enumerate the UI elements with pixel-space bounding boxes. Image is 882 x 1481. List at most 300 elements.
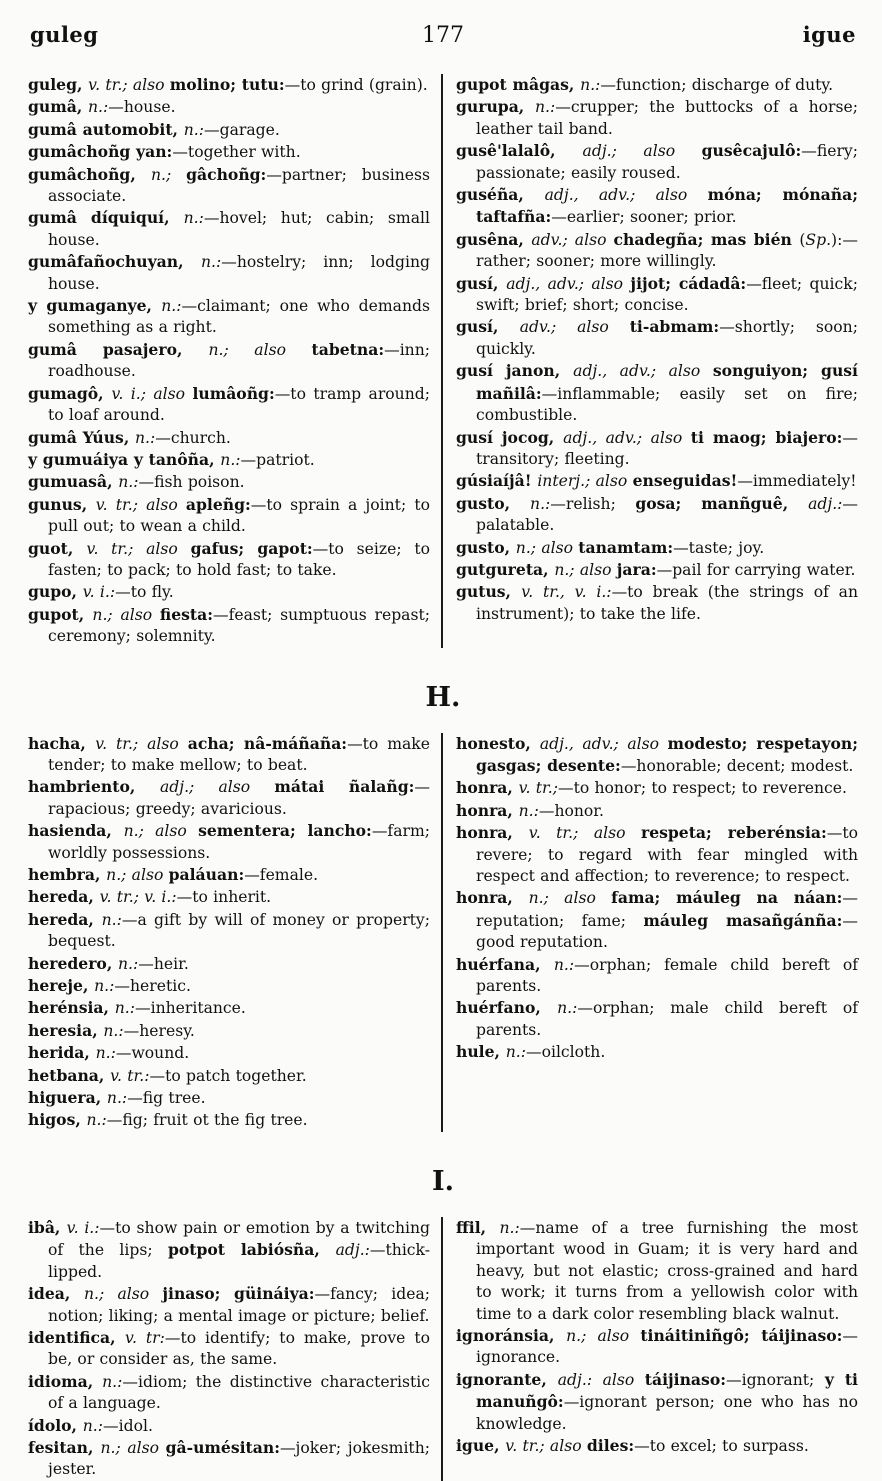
entry-headword: igue, — [456, 1435, 506, 1455]
entry-headword: gusto, — [456, 537, 516, 557]
entry-definition: —inheritance. — [134, 999, 246, 1018]
entry-headword: honra, — [456, 778, 519, 798]
entry-definition: —fancy; idea; notion; liking; a mental image or picture; belief. — [48, 1285, 431, 1325]
entry-grammar-label: adv.; also — [531, 230, 614, 249]
section-h — [28, 682, 858, 1132]
column-left — [28, 74, 441, 648]
dictionary-entry — [28, 820, 430, 864]
entry-headword: apleñg: — [185, 494, 251, 514]
dictionary-entry — [456, 954, 858, 998]
dictionary-entry — [456, 184, 858, 229]
entry-headword: idea, — [28, 1284, 84, 1304]
entry-definition: —shortly; soon; quickly. — [476, 318, 858, 358]
dictionary-entry — [456, 1325, 858, 1369]
entry-definition: —to grind (grain). — [284, 76, 428, 94]
entry-definition: —partner; business associate. — [48, 165, 430, 206]
entry-headword: ti-abmam: — [629, 317, 720, 337]
entry-headword: gumâ, — [28, 97, 89, 117]
entry-definition: —transitory; fleeting. — [476, 428, 858, 468]
entry-headword: diles: — [586, 1435, 635, 1455]
entry-grammar-label: n.: — [114, 999, 135, 1018]
entry-headword: guot, — [28, 538, 87, 558]
entry-definition: —inn; roadhouse. — [48, 340, 431, 381]
entry-headword: gutus, — [456, 582, 522, 602]
dictionary-entry — [456, 229, 858, 273]
entry-headword: molino; tutu: — [169, 75, 285, 94]
entry-definition: —to excel; to surpass. — [634, 1436, 809, 1455]
entry-headword: herida, — [28, 1043, 96, 1063]
entry-grammar-label: n.: — [518, 801, 539, 820]
entry-definition: —fig tree. — [127, 1089, 206, 1108]
entry-headword: hereda, — [28, 909, 102, 929]
entry-grammar-label: adj.: — [808, 494, 843, 513]
page-header — [30, 22, 856, 48]
entry-definition: —to honor; to respect; to reverence. — [557, 779, 847, 798]
entry-headword: gunus, — [28, 494, 96, 514]
entry-definition: —honor. — [538, 801, 604, 820]
entry-headword: hereda, — [28, 887, 100, 907]
entry-grammar-label: n.: — [530, 494, 551, 513]
entry-definition: —function; discharge of duty. — [600, 76, 834, 94]
section-letter: H. — [425, 681, 461, 713]
entry-grammar-label: v. tr.; — [518, 779, 558, 798]
entry-headword: gupo, — [28, 582, 83, 602]
entry-definition: —rapacious; greedy; avaricious. — [48, 778, 430, 818]
dictionary-entry — [28, 251, 430, 295]
entry-grammar-label: v. tr.: — [110, 1066, 150, 1085]
entry-grammar-label: n.; also — [208, 340, 312, 359]
entry-definition: —to tramp around; to loaf around. — [48, 384, 430, 425]
entry-grammar-label: n.: — [101, 910, 122, 929]
entry-headword: chadegña; mas bién — [613, 229, 800, 249]
dictionary-entry — [456, 360, 858, 426]
dictionary-entry — [28, 1065, 430, 1087]
dictionary-entry — [28, 1437, 430, 1481]
entry-grammar-label: adj., adv.; also — [544, 186, 708, 205]
dictionary-entry — [28, 1327, 430, 1371]
entry-definition: —feast; sumptuous repast; ceremony; solemnity. — [48, 605, 430, 646]
page-number: 177 — [421, 23, 464, 48]
entry-headword: honesto, — [456, 733, 540, 753]
entry-headword: fiesta: — [159, 604, 213, 624]
entry-headword: fesitan, — [28, 1437, 101, 1457]
entry-headword: heresia, — [28, 1020, 104, 1040]
entry-grammar-label: adv.; also — [519, 318, 630, 337]
dictionary-entry — [28, 733, 430, 777]
entry-grammar-label: n.: — [161, 297, 182, 316]
dictionary-entry — [456, 1217, 858, 1325]
dictionary-entry — [28, 74, 430, 96]
dictionary-entry — [28, 427, 430, 449]
dictionary-entry — [28, 975, 430, 997]
entry-definition: —earlier; sooner; prior. — [551, 208, 737, 227]
entry-definition: —orphan; male child bereft of parents. — [476, 999, 858, 1039]
running-head-right: igue — [802, 22, 856, 47]
entry-headword: táijinaso: — [644, 1369, 726, 1389]
entry-headword: tináitiniñgô; táijinaso: — [640, 1325, 843, 1345]
entry-definition: —oilcloth. — [525, 1043, 606, 1062]
dictionary-entry — [28, 997, 430, 1019]
entry-definition: —church. — [155, 428, 231, 447]
entry-headword: máuleg masañgánña: — [643, 910, 843, 930]
entry-definition: —claimant; one who demands something as a right. — [48, 297, 430, 337]
dictionary-entry — [28, 776, 430, 820]
entry-grammar-label: n.: — [86, 1111, 107, 1130]
dictionary-entry — [456, 493, 858, 537]
entry-grammar-label: n.: — [553, 955, 575, 974]
entry-headword: gumuasâ, — [28, 472, 119, 492]
entry-headword: guleg, — [28, 75, 89, 94]
entry-headword: ignorante, — [456, 1369, 558, 1389]
dictionary-entry — [456, 800, 858, 822]
entry-definition: —relish; — [550, 494, 636, 513]
entry-grammar-label: n.; also — [92, 605, 160, 624]
entry-headword: gusto, — [456, 493, 531, 513]
section-g — [28, 74, 858, 648]
entry-headword: modesto; respetayon; gasgas; desente: — [476, 733, 858, 775]
entry-headword: ídolo, — [28, 1415, 83, 1435]
entry-grammar-label: v. tr.; v. i.: — [99, 888, 177, 907]
entry-definition: —to make tender; to make mellow; to beat. — [48, 734, 430, 774]
entry-headword: gumâchoñg, — [28, 164, 152, 184]
entry-headword: gafus; gapot: — [190, 538, 313, 558]
entry-grammar-label: v. tr.; also — [528, 824, 641, 843]
entry-definition: —together with. — [172, 143, 301, 162]
entry-definition: —orphan; female child bereft of parents. — [476, 955, 858, 996]
dictionary-entry — [28, 1371, 430, 1415]
entry-grammar-label: v. tr.; also — [86, 539, 191, 558]
entry-grammar-label: v. tr.; also — [88, 76, 170, 94]
entry-grammar-label: n.: — [200, 253, 222, 272]
entry-headword: ignoránsia, — [456, 1325, 567, 1345]
entry-grammar-label: n.: — [102, 1372, 123, 1391]
entry-grammar-label: v. tr: — [125, 1328, 165, 1347]
entry-definition: —ignorant; — [725, 1370, 825, 1389]
entry-grammar-label: adj., adv.; also — [573, 362, 713, 381]
entry-grammar-label: adj., adv.; also — [539, 734, 668, 753]
entry-headword: honra, — [456, 800, 519, 820]
entry-definition: —to show pain or emotion by a twitching of the lips; — [48, 1218, 431, 1260]
dictionary-entry — [28, 1042, 430, 1064]
entry-headword: gumâ Yúus, — [28, 427, 135, 447]
entry-grammar-label: n.; also — [84, 1285, 163, 1304]
dictionary-entry — [28, 295, 430, 339]
dictionary-entry — [28, 953, 430, 975]
entry-definition: —to break (the strings of an instrument); to take the life. — [476, 583, 858, 623]
entry-definition: —taste; joy. — [673, 538, 765, 557]
entry-grammar-label: Sp. — [805, 230, 832, 249]
entry-grammar-label: n.: — [82, 1416, 103, 1435]
entry-headword: tanamtam: — [578, 537, 674, 557]
entry-headword: gusêna, — [456, 229, 532, 249]
dictionary-entry — [456, 273, 858, 317]
section-i — [28, 1166, 858, 1481]
entry-headword: mátai ñalañg: — [274, 777, 415, 797]
entry-definition: —hostelry; inn; lodging house. — [48, 253, 430, 293]
entry-definition: —crupper; the buttocks of a horse; leather tail band. — [476, 98, 858, 138]
entry-definition: —palatable. — [476, 494, 859, 535]
entry-grammar-label: adj., adv.; also — [506, 274, 631, 293]
entry-definition: —garage. — [204, 120, 280, 139]
entry-headword: identifica, — [28, 1327, 125, 1347]
entry-definition: —name of a tree furnishing the most important wood in Guam; it is very hard and heavy, but not elastic; cross-grained and hard to work; it turns from a yellowish color with time to a dark color resembling black walnut. — [476, 1218, 858, 1323]
section-h-body — [28, 733, 858, 1132]
entry-grammar-label: n.: — [183, 120, 204, 139]
dictionary-entry — [28, 449, 430, 471]
entry-headword: gusí janon, — [456, 361, 574, 381]
entry-grammar-label: n.: — [135, 428, 156, 447]
entry-definition: —farm; worldly possessions. — [48, 822, 430, 862]
entry-grammar-label: n.: — [183, 209, 204, 228]
entry-headword: jinaso; güináiya: — [162, 1284, 315, 1304]
dictionary-entry — [456, 427, 858, 471]
entry-headword: honra, — [456, 823, 529, 843]
dictionary-entry — [28, 581, 430, 603]
entry-definition: —idol. — [103, 1416, 153, 1435]
entry-grammar-label: n.; also — [554, 560, 617, 579]
entry-headword: gusí jocog, — [456, 427, 564, 447]
entry-definition: —to revere; to regard with fear mingled with respect and affection; to reverence; to respect. — [476, 824, 858, 885]
entry-definition: —ignorance. — [476, 1326, 858, 1367]
column-right — [443, 74, 858, 648]
entry-definition: —immediately! — [737, 472, 857, 491]
entry-grammar-label: n.; also — [566, 1326, 641, 1345]
entry-headword: gusí, — [456, 273, 507, 293]
entry-grammar-label: n.: — [106, 1089, 128, 1108]
entry-grammar-label: n.: — [118, 954, 139, 973]
entry-headword: gusí, — [456, 317, 520, 337]
entry-headword: sementera; lancho: — [198, 821, 372, 841]
entry-definition: —thick-lipped. — [48, 1241, 430, 1281]
entry-headword: herénsia, — [28, 998, 115, 1018]
entry-headword: lumâoñg: — [192, 383, 275, 403]
entry-grammar-label: v. tr.; also — [95, 734, 188, 753]
entry-headword: paláuan: — [168, 865, 245, 884]
column-left — [28, 733, 441, 1132]
entry-definition: —good reputation. — [476, 911, 858, 952]
entry-headword: acha; nâ-máñaña: — [187, 733, 348, 753]
dictionary-entry — [28, 604, 430, 648]
entry-grammar-label: v. i.; also — [111, 384, 193, 403]
entry-definition: —to fly. — [115, 583, 174, 602]
column-left — [28, 1217, 441, 1481]
entry-grammar-label: n.; also — [123, 822, 199, 841]
dictionary-entry — [456, 1041, 858, 1063]
entry-definition: ):—rather; sooner; more willingly. — [476, 230, 858, 271]
entry-definition: —inflammable; easily set on fire; combustible. — [476, 384, 858, 425]
entry-definition: —fish poison. — [138, 473, 245, 492]
column-right — [443, 1217, 858, 1481]
entry-headword: gusêcajulô: — [701, 141, 802, 161]
running-head-left: guleg — [30, 22, 99, 47]
dictionary-entry — [28, 909, 430, 953]
entry-grammar-label: n.: — [88, 98, 109, 117]
entry-headword: gâchoñg: — [186, 164, 267, 184]
entry-headword: hambriento, — [28, 777, 160, 797]
dictionary-entry — [456, 316, 858, 360]
dictionary-entry — [28, 1283, 430, 1327]
dictionary-entry — [28, 1109, 430, 1131]
dictionary-entry — [456, 777, 858, 799]
entry-headword: gutgureta, — [456, 559, 555, 579]
entry-headword: jijot; cádadâ: — [630, 273, 747, 293]
entry-headword: potpot labiósña, — [168, 1240, 336, 1260]
dictionary-entry — [28, 1020, 430, 1042]
entry-grammar-label: v. i.: — [66, 1218, 100, 1237]
entry-grammar-label: v. tr.; also — [95, 495, 186, 514]
entry-headword: ibâ, — [28, 1217, 67, 1237]
entry-grammar-label: n.: — [499, 1218, 520, 1237]
section-i-body — [28, 1217, 858, 1481]
entry-headword: gupot, — [28, 604, 93, 624]
entry-grammar-label: n.: — [94, 977, 115, 996]
entry-grammar-label: n.; also — [515, 538, 579, 557]
entry-headword: heredero, — [28, 953, 119, 973]
entry-headword: gosa; manñguê, — [635, 493, 809, 513]
dictionary-entry — [456, 1369, 858, 1435]
section-g-body — [28, 74, 858, 648]
dictionary-entry — [28, 339, 430, 383]
dictionary-entry — [28, 207, 430, 251]
entry-definition: —a gift by will of money or property; bequest. — [48, 910, 430, 951]
entry-headword: gurupa, — [456, 97, 535, 117]
entry-grammar-label: v. i.: — [82, 583, 116, 602]
entry-headword: hule, — [456, 1042, 506, 1062]
entry-definition: —house. — [108, 98, 176, 117]
dictionary-entry — [456, 997, 858, 1041]
entry-definition: —to sprain a joint; to pull out; to wean a child. — [48, 495, 430, 536]
entry-headword: gumâ díquiquí, — [28, 208, 184, 228]
entry-grammar-label: adj.: also — [557, 1370, 645, 1389]
entry-headword: respeta; reberénsia: — [640, 823, 827, 843]
entry-headword: gâ-umésitan: — [165, 1437, 280, 1457]
entry-headword: y gumuáiya y tanôña, — [28, 449, 221, 469]
entry-headword: higos, — [28, 1110, 87, 1130]
entry-definition: —fiery; passionate; easily roused. — [476, 142, 858, 182]
entry-grammar-label: adj.; also — [582, 142, 702, 161]
entry-grammar-label: n.; also — [106, 866, 169, 884]
dictionary-entry — [456, 140, 858, 184]
entry-definition: —ignorant person; one who has no knowledge. — [476, 1393, 858, 1433]
entry-definition: —female. — [244, 866, 319, 884]
entry-definition: —pail for carrying water. — [656, 560, 856, 579]
entry-grammar-label: n.: — [535, 98, 556, 117]
dictionary-entry — [456, 96, 858, 140]
entry-grammar-label: n.; also — [528, 889, 612, 908]
entry-headword: y gumaganye, — [28, 296, 162, 316]
entry-headword: guséña, — [456, 185, 545, 205]
entry-headword: gumâ automobit, — [28, 119, 184, 139]
entry-headword: tabetna: — [311, 339, 385, 359]
dictionary-entry — [456, 74, 858, 96]
dictionary-entry — [456, 470, 858, 492]
entry-headword: gumâchoñg yan: — [28, 142, 173, 162]
dictionary-entry — [28, 141, 430, 163]
section-letter: I. — [431, 1165, 455, 1197]
entry-definition: —hovel; hut; cabin; small house. — [48, 209, 430, 249]
dictionary-entry — [456, 1435, 858, 1457]
entry-headword: songuiyon; gusí mañilâ: — [476, 361, 858, 403]
entry-headword: hetbana, — [28, 1065, 111, 1085]
entry-headword: y ti manuñgô: — [476, 1369, 858, 1412]
entry-definition: —wound. — [115, 1044, 190, 1063]
entry-definition: —to identify; to make, prove to be, or consider as, the same. — [48, 1328, 431, 1369]
column-right — [443, 733, 858, 1132]
entry-headword: higuera, — [28, 1088, 107, 1108]
dictionary-entry — [28, 538, 430, 582]
entry-headword: honra, — [456, 888, 529, 908]
dictionary-entry — [456, 537, 858, 559]
entry-grammar-label: n.; also — [100, 1438, 166, 1457]
dictionary-entry — [28, 383, 430, 427]
entry-headword: gupot mâgas, — [456, 75, 581, 94]
dictionary-entry — [456, 887, 858, 953]
entry-headword: huérfano, — [456, 998, 558, 1018]
dictionary-entry — [28, 1415, 430, 1437]
entry-headword: hacha, — [28, 733, 96, 753]
entry-grammar-label: interj.; also — [537, 472, 633, 491]
entry-headword: hembra, — [28, 865, 107, 884]
entry-definition: —to patch together. — [149, 1066, 307, 1085]
dictionary-entry — [28, 886, 430, 908]
entry-definition: —joker; jokesmith; jester. — [48, 1438, 430, 1479]
entry-headword: gúsiaíjâ! — [456, 471, 538, 491]
entry-headword: jara: — [616, 559, 657, 579]
entry-headword: ti maog; biajero: — [690, 427, 843, 447]
entry-grammar-label: n.: — [103, 1021, 124, 1040]
dictionary-entry — [456, 581, 858, 625]
entry-grammar-label: adj., adv.; also — [563, 428, 691, 447]
entry-headword: gusê'lalalô, — [456, 141, 583, 161]
dictionary-entry — [28, 471, 430, 493]
dictionary-entry — [28, 119, 430, 141]
entry-definition: —patriot. — [240, 450, 315, 469]
entry-grammar-label: v. tr.; also — [505, 1436, 587, 1455]
dictionary-entry — [456, 733, 858, 778]
entry-definition: —reputation; fame; — [476, 889, 858, 930]
entry-grammar-label: v. tr., v. i.: — [521, 583, 612, 602]
entry-definition: —to seize; to fasten; to pack; to hold fast; to take. — [48, 539, 430, 579]
entry-headword: idioma, — [28, 1371, 103, 1391]
dictionary-entry — [456, 822, 858, 887]
entry-headword: hasienda, — [28, 821, 124, 841]
entry-definition: —heretic. — [114, 977, 191, 996]
entry-grammar-label: adj.; also — [159, 778, 275, 797]
entry-grammar-label: n.: — [95, 1044, 116, 1063]
entry-definition: —fleet; quick; swift; brief; short; concise. — [476, 274, 858, 315]
entry-grammar-label: n.: — [580, 76, 601, 94]
dictionary-entry — [28, 864, 430, 886]
entry-headword: gumâ pasajero, — [28, 339, 209, 359]
entry-headword: gumagô, — [28, 383, 112, 403]
entry-definition: —honorable; decent; modest. — [620, 756, 854, 775]
entry-definition: —heir. — [138, 954, 189, 973]
entry-definition: —fig; fruit ot the fig tree. — [106, 1111, 308, 1130]
dictionary-entry — [28, 164, 430, 208]
entry-definition: —idiom; the distinctive characteristic of a language. — [48, 1372, 430, 1413]
entry-grammar-label: adj.: — [335, 1241, 370, 1260]
dictionary-entry — [456, 559, 858, 581]
entry-headword: enseguidas! — [632, 471, 738, 491]
entry-grammar-label: n.: — [118, 473, 139, 492]
entry-headword: móna; mónaña; taftafña: — [476, 185, 858, 227]
entry-headword: hereje, — [28, 976, 95, 996]
entry-definition: —to inherit. — [176, 888, 272, 907]
entry-grammar-label: n.: — [557, 999, 578, 1018]
entry-grammar-label: n.: — [220, 450, 241, 469]
dictionary-entry — [28, 494, 430, 538]
dictionary-entry — [28, 96, 430, 118]
